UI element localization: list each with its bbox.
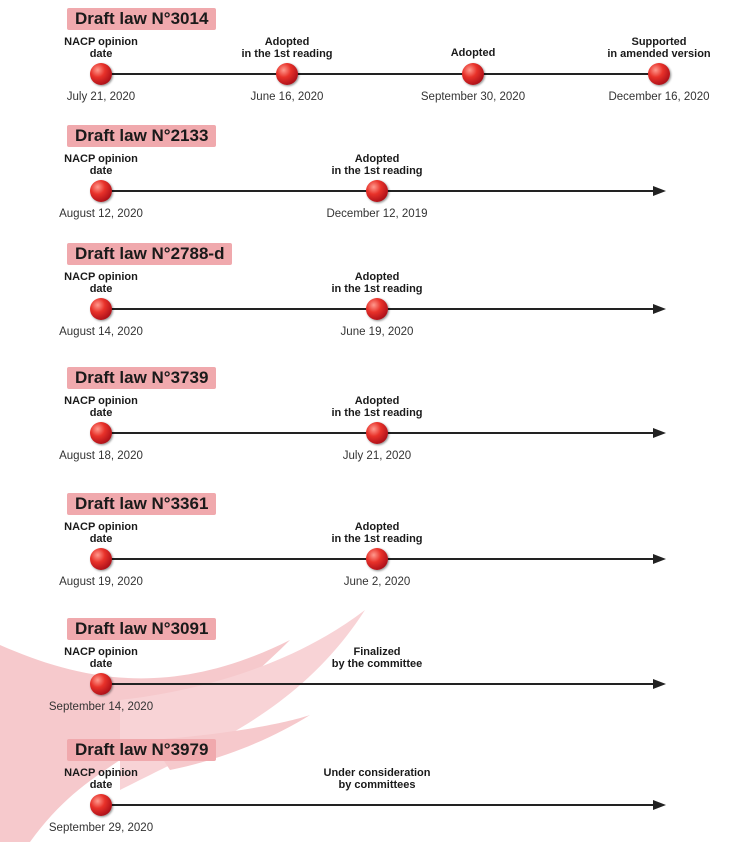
event-label-line: Adopted xyxy=(354,521,400,533)
event-label-line: Supported xyxy=(631,36,687,48)
event-label-line: NACP opinion xyxy=(64,153,138,165)
event-label xyxy=(297,646,457,670)
timeline-dot-icon xyxy=(90,180,112,202)
event-label-line: Adopted xyxy=(354,153,400,165)
event-label-line: Adopted xyxy=(264,36,310,48)
event-label-line: in the 1st reading xyxy=(331,533,423,545)
timeline-dot-icon xyxy=(462,63,484,85)
event-label-line: in the 1st reading xyxy=(241,48,333,60)
event-label-line: in the 1st reading xyxy=(331,283,423,295)
event-label xyxy=(21,521,181,545)
timeline-dot-icon xyxy=(276,63,298,85)
event-date: September 29, 2020 xyxy=(48,822,154,834)
timeline-block xyxy=(0,243,750,348)
event-label xyxy=(297,767,457,791)
timeline-arrow-icon xyxy=(653,428,666,438)
event-label xyxy=(21,153,181,177)
event-label-line: date xyxy=(89,658,113,670)
event-label xyxy=(21,395,181,419)
event-date: September 14, 2020 xyxy=(48,701,154,713)
timeline-dot-icon xyxy=(90,794,112,816)
timeline-dot-icon xyxy=(90,673,112,695)
event-label-line: date xyxy=(89,779,113,791)
event-label-line: Finalized xyxy=(353,646,401,658)
timeline-block xyxy=(0,8,750,113)
event-date: June 19, 2020 xyxy=(340,326,414,338)
event-label-line: date xyxy=(89,533,113,545)
event-label-line: by committees xyxy=(338,779,416,791)
event-label xyxy=(21,271,181,295)
event-label xyxy=(21,36,181,60)
timeline-arrow-icon xyxy=(653,304,666,314)
event-label xyxy=(579,36,739,60)
timeline-dot-icon xyxy=(90,63,112,85)
draft-law-title: Draft law N°3979 xyxy=(67,739,216,761)
event-date: July 21, 2020 xyxy=(66,91,136,103)
timeline-block xyxy=(0,618,750,723)
event-label-line: NACP opinion xyxy=(64,36,138,48)
event-date: August 19, 2020 xyxy=(59,576,143,588)
timeline-arrow-icon xyxy=(653,679,666,689)
draft-law-title: Draft law N°3739 xyxy=(67,367,216,389)
event-label-line: Adopted xyxy=(354,395,400,407)
timeline-block xyxy=(0,739,750,844)
draft-law-title: Draft law N°2788-d xyxy=(67,243,232,265)
event-label-line: NACP opinion xyxy=(64,767,138,779)
draft-law-title: Draft law N°3091 xyxy=(67,618,216,640)
timeline-dot-icon xyxy=(648,63,670,85)
timeline-block xyxy=(0,493,750,598)
event-label xyxy=(297,153,457,177)
event-label-line: date xyxy=(89,407,113,419)
event-label xyxy=(21,767,181,791)
event-label-line: NACP opinion xyxy=(64,646,138,658)
event-label-line: Adopted xyxy=(450,47,496,59)
draft-law-title: Draft law N°3361 xyxy=(67,493,216,515)
timeline-line xyxy=(101,804,655,806)
event-label-line: in the 1st reading xyxy=(331,165,423,177)
event-label-line: date xyxy=(89,165,113,177)
timeline-dot-icon xyxy=(90,298,112,320)
event-date: August 18, 2020 xyxy=(59,450,143,462)
event-label-line: date xyxy=(89,283,113,295)
event-date: August 12, 2020 xyxy=(59,208,143,220)
event-date: June 2, 2020 xyxy=(343,576,411,588)
timeline-block xyxy=(0,367,750,472)
event-label-line: NACP opinion xyxy=(64,521,138,533)
event-date: July 21, 2020 xyxy=(342,450,412,462)
event-label-line: Under consideration xyxy=(323,767,431,779)
event-date: August 14, 2020 xyxy=(59,326,143,338)
timeline-block xyxy=(0,125,750,230)
timeline-dot-icon xyxy=(366,548,388,570)
timeline-dot-icon xyxy=(90,422,112,444)
event-date: December 12, 2019 xyxy=(326,208,428,220)
event-label-line: NACP opinion xyxy=(64,395,138,407)
timeline-line xyxy=(101,683,655,685)
event-label xyxy=(207,36,367,60)
draft-law-title: Draft law N°3014 xyxy=(67,8,216,30)
timeline-line xyxy=(101,73,659,75)
event-date: December 16, 2020 xyxy=(608,91,710,103)
event-label-line: by the committee xyxy=(331,658,423,670)
timeline-dot-icon xyxy=(90,548,112,570)
timeline-arrow-icon xyxy=(653,186,666,196)
timeline-arrow-icon xyxy=(653,800,666,810)
timeline-dot-icon xyxy=(366,180,388,202)
timeline-arrow-icon xyxy=(653,554,666,564)
event-label-line: date xyxy=(89,48,113,60)
event-label-line: in amended version xyxy=(607,48,711,60)
event-label xyxy=(21,646,181,670)
event-label xyxy=(297,395,457,419)
event-label xyxy=(297,271,457,295)
event-date: June 16, 2020 xyxy=(250,91,324,103)
event-label-line: in the 1st reading xyxy=(331,407,423,419)
event-label-line: NACP opinion xyxy=(64,271,138,283)
draft-law-title: Draft law N°2133 xyxy=(67,125,216,147)
event-date: September 30, 2020 xyxy=(420,91,526,103)
event-label xyxy=(297,521,457,545)
timeline-dot-icon xyxy=(366,422,388,444)
timeline-dot-icon xyxy=(366,298,388,320)
event-label-line: Adopted xyxy=(354,271,400,283)
event-label xyxy=(393,47,553,59)
